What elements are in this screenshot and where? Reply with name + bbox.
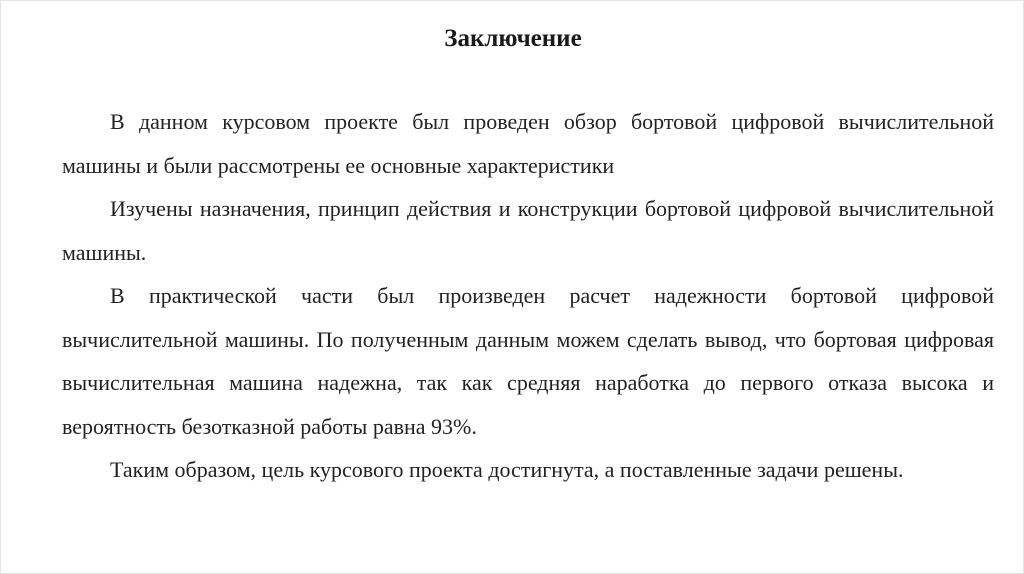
paragraph-reliability: В практической части был произведен расчет надежности бортовой цифровой вычислительной машины. По полученным данным можем сделать вывод, что бортовая цифровая вычислительная машина надежна, так как средняя наработка до первого отказа высока и вероятность безотказной работы равна 93%. <box>62 283 994 439</box>
paragraph-review: В данном курсовом проекте был проведен обзор бортовой цифровой вычислительной машины и были рассмотрены ее основные характеристики <box>62 109 994 178</box>
conclusion-body <box>62 100 994 492</box>
page-title: Заключение <box>444 25 582 52</box>
paragraph-studied: Изучены назначения, принцип действия и конструкции бортовой цифровой вычислительной машины. <box>62 196 994 265</box>
paragraph-summary: Таким образом, цель курсового проекта достигнута, а поставленные задачи решены. <box>110 457 904 482</box>
